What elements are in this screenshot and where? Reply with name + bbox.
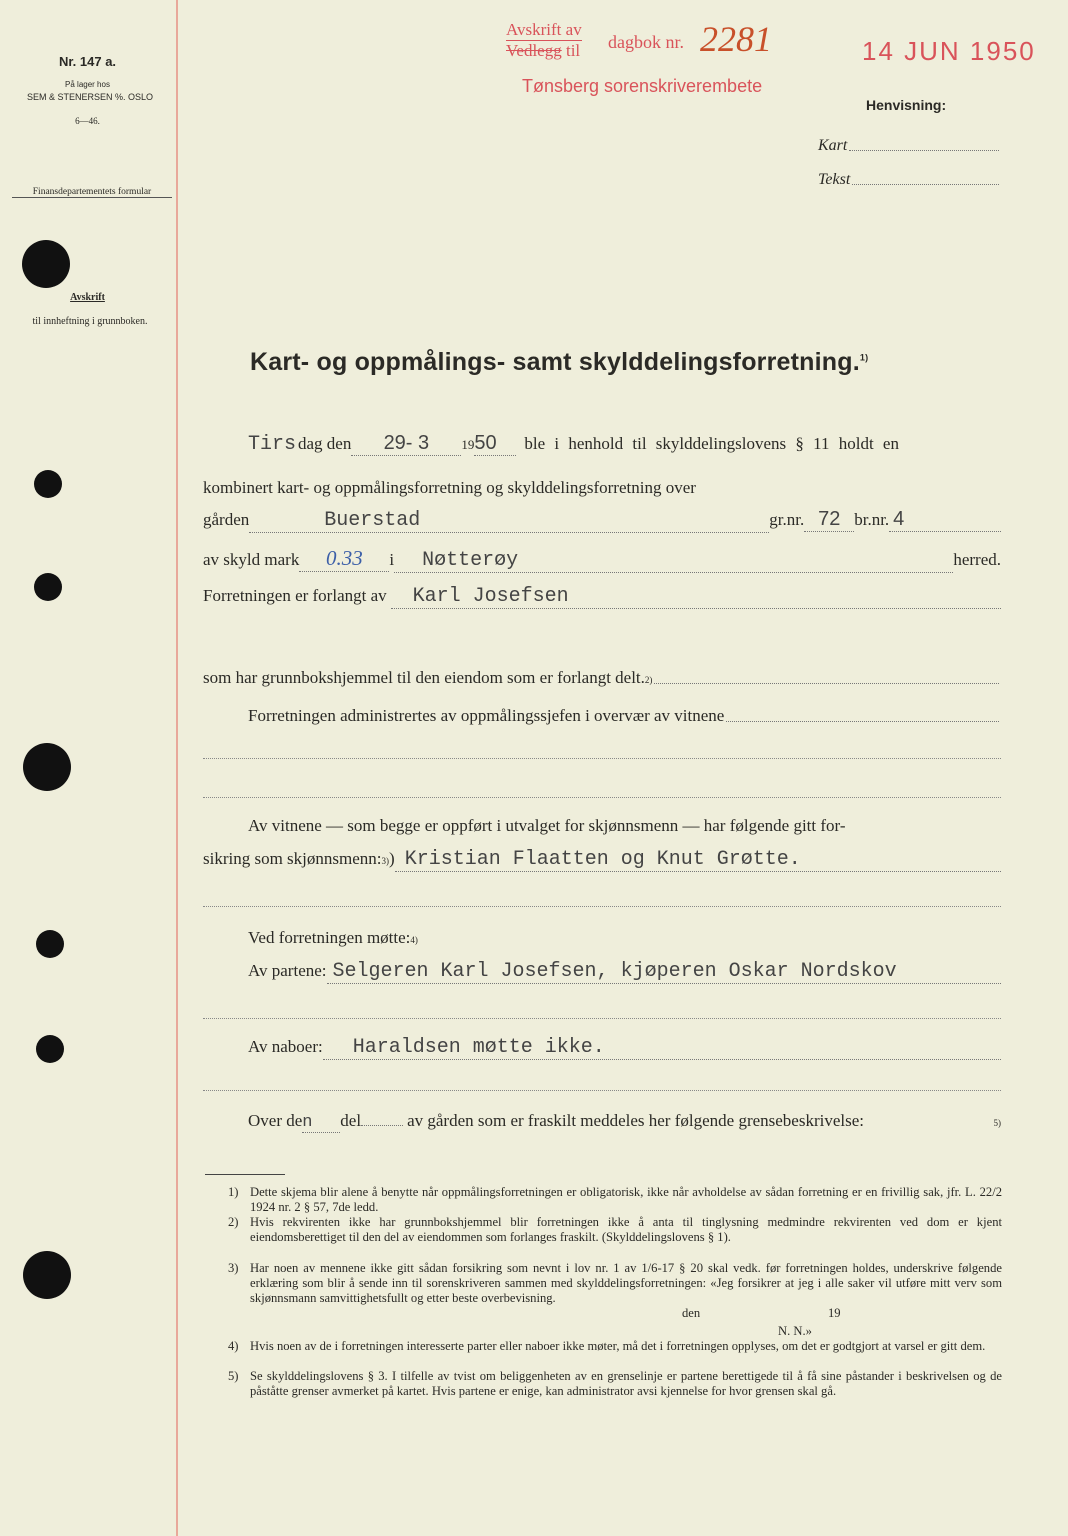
parties-row: [203, 960, 1001, 984]
boundary-row: [203, 1111, 1001, 1133]
over-label: Over de: [248, 1111, 303, 1130]
footnote-3: [228, 1261, 1002, 1338]
form-source: Finansdepartementets formular: [12, 187, 172, 198]
neighbours-value[interactable]: Haraldsen møtte ikke.: [323, 1036, 1001, 1060]
footnote-sign: N. N.»: [778, 1324, 812, 1338]
farm-value[interactable]: Buerstad: [249, 509, 769, 533]
footnote-text: Dette skjema blir alene å benytte når oppmålingsforretningen er obligatorisk, ikke når avholdelse av sådan forretning er en frivillig sak, jfr. L. 22/2 1924 nr. 2 § 57, 7de ledd.: [250, 1185, 1002, 1214]
note-ref: 2): [644, 675, 653, 685]
parties-value[interactable]: Selgeren Karl Josefsen, kjøperen Oskar Nordskov: [327, 960, 1001, 984]
note-ref: 4): [410, 935, 418, 945]
title-text: Kart- og oppmålings- samt skylddelingsforretning.: [250, 348, 860, 376]
footnote-4: [228, 1339, 1002, 1354]
stamp-office: Tønsberg sorenskriverembete: [522, 76, 763, 96]
neighbours-row: [203, 1036, 1001, 1060]
footnote-text: Hvis rekvirenten ikke har grunnbokshjemmel blir forretningen ikke å anta til tinglysning medmindre rekvirenten ved dom er kjent eiendomsberettiget til den del av eiendommen som forlanges fraskilt. (Skylddelingslovens § 1).: [250, 1215, 1002, 1244]
blank-line[interactable]: [203, 758, 1001, 759]
footnote-num: 1): [228, 1185, 239, 1199]
title-holder-text: som har grunnbokshjemmel til den eiendom som er forlangt delt.: [203, 668, 645, 687]
stamp-line1: Avskrift av: [506, 20, 582, 39]
skyld-row: [203, 546, 1001, 573]
admin-row: [203, 706, 1001, 726]
map-label: Kart: [818, 137, 848, 154]
witnesses-value[interactable]: Kristian Flaatten og Knut Grøtte.: [395, 848, 1001, 872]
witness-row1: [203, 816, 1001, 836]
date-row: [203, 432, 1001, 456]
bnr-value[interactable]: 4: [889, 508, 1001, 532]
page-title: [250, 348, 868, 377]
witness-row2: sikring som skjønnsmenn: 3) ) Kristian Flaatten og Knut Grøtte.: [203, 848, 1001, 872]
stamp-date: 14 JUN 1950: [862, 36, 1036, 66]
footnote-den: den: [682, 1306, 701, 1320]
footnote-year: 19: [828, 1306, 841, 1320]
day-label: dag den: [298, 434, 352, 453]
line2-text: kombinert kart- og oppmålingsforretning og skylddelingsforretning over: [203, 478, 696, 497]
year-value[interactable]: 50: [474, 432, 516, 456]
journal-label: dagbok nr.: [608, 32, 684, 52]
publisher-line1: På lager hos: [65, 80, 110, 89]
note-ref: 3): [381, 856, 390, 866]
note-ref: 5): [993, 1118, 1001, 1128]
punch-hole: [36, 930, 64, 958]
stamp-struck-word: Vedlegg: [506, 41, 562, 60]
text-field[interactable]: [852, 183, 999, 185]
attended-row: [203, 928, 1001, 948]
over-value[interactable]: n: [302, 1113, 340, 1133]
margin-line: [176, 0, 178, 1536]
del-field[interactable]: [361, 1125, 403, 1126]
blank-line[interactable]: [203, 906, 1001, 907]
punch-hole: [36, 1035, 64, 1063]
herred-label: herred.: [953, 550, 1001, 569]
title-holder-field[interactable]: [654, 682, 999, 684]
title-holder-row: [203, 668, 1001, 688]
reference-map: [818, 137, 1001, 155]
weekday-value[interactable]: Tirs: [248, 433, 297, 456]
punch-hole: [23, 743, 71, 791]
stamp-til: til: [565, 41, 581, 60]
footnote-num: 3): [228, 1261, 239, 1275]
punch-hole: [34, 573, 62, 601]
requested-row: [203, 585, 1001, 609]
stamp-line2: [506, 41, 580, 61]
punch-hole: [23, 1251, 71, 1299]
blank-line[interactable]: [203, 1018, 1001, 1019]
footnote-num: 2): [228, 1215, 239, 1229]
century-label: 19: [461, 437, 475, 452]
footnote-5: [228, 1369, 1002, 1399]
admin-text: Forretningen administrertes av oppmålingssjefen i overvær av vitnene: [248, 706, 725, 725]
skyld-label: av skyld mark: [203, 550, 300, 569]
neighbours-label: Av naboer:: [248, 1037, 323, 1056]
del-label: del: [340, 1111, 362, 1130]
blank-line[interactable]: [203, 1090, 1001, 1091]
map-field[interactable]: [849, 149, 999, 151]
boundary-text: av gården som er fraskilt meddeles her følgende grensebeskrivelse:: [407, 1111, 865, 1130]
requested-label: Forretningen er forlangt av: [203, 586, 387, 605]
reference-heading: Henvisning:: [866, 97, 947, 113]
gnr-value[interactable]: 72: [804, 508, 854, 532]
admin-field[interactable]: [726, 720, 999, 722]
copy-purpose: til innheftning i grunnboken.: [32, 316, 148, 327]
journal-number: 2281: [700, 19, 772, 59]
farm-label: gården: [203, 510, 250, 529]
gnr-label: gr.nr.: [769, 510, 805, 529]
date-value[interactable]: 29- 3: [351, 432, 461, 456]
in-label: i: [389, 550, 395, 569]
form-number: Nr. 147 a.: [58, 54, 117, 69]
title-note: 1): [859, 352, 869, 363]
punch-hole: [22, 240, 70, 288]
footnote-num: 4): [228, 1339, 239, 1353]
witness-text2: sikring som skjønnsmenn:: [203, 849, 382, 868]
copy-label: Avskrift: [70, 292, 105, 303]
footnote-1: [228, 1185, 1002, 1215]
punch-hole: [34, 470, 62, 498]
requested-by-value[interactable]: Karl Josefsen: [391, 585, 1001, 609]
parties-label: Av partene:: [248, 961, 327, 980]
footnote-text: Hvis noen av de i forretningen interesserte parter eller naboer ikke møter, må det i forretningen opplyses, om det er godtgjort at varsel er gitt dem.: [250, 1339, 986, 1353]
attended-label: Ved forretningen møtte:: [248, 928, 411, 947]
edition: 6—46.: [75, 116, 100, 126]
farm-row: [203, 508, 1001, 533]
footnote-2: [228, 1215, 1002, 1245]
bnr-label: br.nr.: [854, 510, 890, 529]
witness-text1: Av vitnene — som begge er oppført i utvalget for skjønnsmenn — har følgende gitt for-: [248, 816, 846, 835]
skyld-value[interactable]: 0.33: [299, 546, 389, 572]
municipality-value[interactable]: Nøtterøy: [394, 549, 953, 573]
footnote-text: Har noen av mennene ikke gitt sådan forsikring som nevnt i lov nr. 1 av 1/6-17 § 20 skal vedk. før forretningen holdes, underskrive følgende erklæring som blir å sende inn til sorenskriveren sammen med skylddelingsforretningen: «Jeg forsikrer at jeg i alle saker vil utføre mitt verv som skjønnsmann samvittighetsfullt og etter beste overbevisning.: [250, 1261, 1002, 1305]
text-label: Tekst: [818, 171, 851, 188]
reference-text: [818, 171, 1001, 189]
line2: [203, 478, 1001, 498]
blank-line[interactable]: [203, 797, 1001, 798]
publisher-line2: SEM & STENERSEN %. OSLO: [26, 92, 154, 102]
line1-text: ble i henhold til skylddelingslovens § 11 holdt en: [524, 434, 899, 453]
footnote-num: 5): [228, 1369, 239, 1383]
footnote-text: Se skylddelingslovens § 3. I tilfelle av tvist om beliggenheten av en grenselinje er partene berettigede til å få sine påstander i beskrivelsen og de påståtte grenser avmerket på kartet. Hvis partene er enige, kan administrator avsi kjennelse for hvor grensen skal gå.: [250, 1369, 1002, 1398]
footnote-rule: [205, 1174, 285, 1175]
